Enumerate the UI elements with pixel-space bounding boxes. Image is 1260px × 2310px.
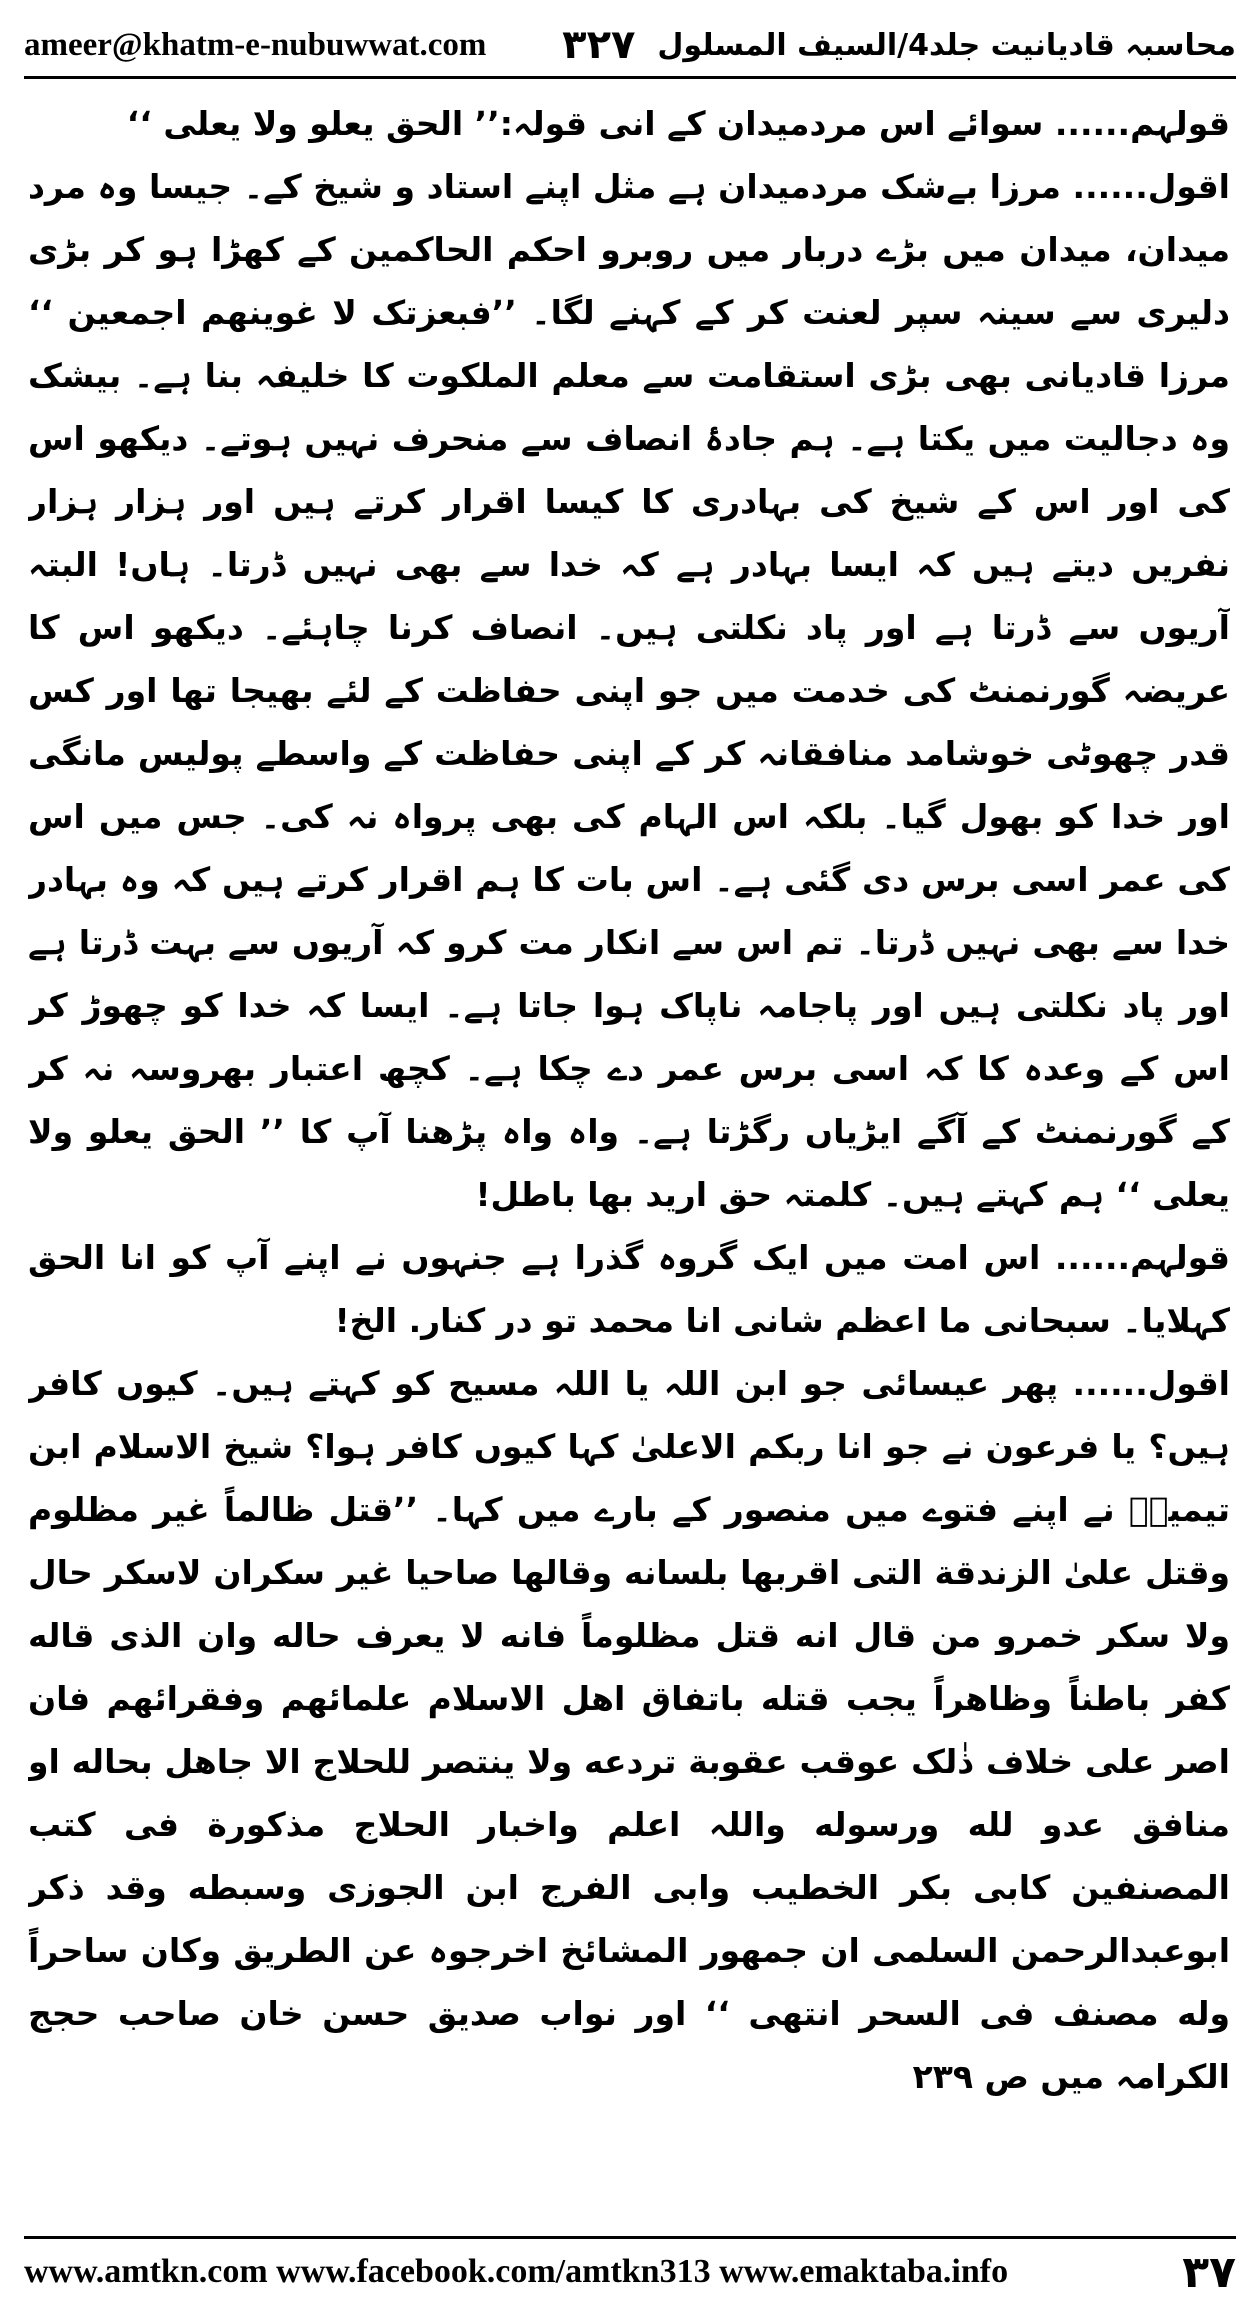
- header-email: ameer@khatm-e-nubuwwat.com: [24, 26, 487, 63]
- page-footer: [24, 2236, 1236, 2305]
- book-title: محاسبہ قادیانیت جلد4/السیف المسلول: [657, 27, 1236, 63]
- paragraph-4: اقول...... پھر عیسائی جو ابن اللہ یا اللہ مسیح کو کہتے ہیں۔ کیوں کافر ہیں؟ یا فرعون نے جو انا ربکم الاعلیٰ کہا کیوں کافر ہوا؟ شیخ الاسلام ابن تیمیہؒ نے اپنے فتوے میں منصور کے بارے میں کہا۔ ’’قتل ظالماً غیر مظلوم وقتل علیٰ الزندقة التی اقربھا بلسانه وقالھا صاحیا غیر سکران لاسکر حال ولا سکر خمرو من قال انه قتل مظلوماً فانه لا یعرف حاله وان الذی قاله کفر باطناً وظاھراً یجب قتله باتفاق اھل الاسلام علمائھم وفقرائھم فان اصر علی خلاف ذٰلک عوقب عقوبة تردعه ولا ینتصر للحلاج الا جاھل بحاله او منافق عدو لله ورسوله واللہ اعلم واخبار الحلاج مذکورة فی کتب المصنفین کابی بکر الخطیب وابی الفرج ابن الجوزی وسبطه وقد ذکر ابوعبدالرحمن السلمی ان جمھور المشائخ اخرجوہ عن الطریق وکان ساحراً وله مصنف فی السحر انتھی ‘‘ اور نواب صدیق حسن خان صاحب حجج الکرامہ میں ص ۲۳۹: [28, 1364, 1230, 2096]
- page-body: [28, 92, 1230, 2152]
- footer-links: www.amtkn.com www.facebook.com/amtkn313 www.emaktaba.info: [24, 2253, 1009, 2290]
- footer-page-number: ۳۷: [1182, 2246, 1236, 2298]
- paragraph-3: قولہم...... اس امت میں ایک گروہ گذرا ہے جنہوں نے اپنے آپ کو انا الحق کہلایا۔ سبحانی ما اعظم شانی انا محمد تو در کنار. الخ!: [28, 1238, 1230, 1340]
- paragraph-2: اقول...... مرزا بےشک مردمیدان ہے مثل اپنے استاد و شیخ کے۔ جیسا وہ مرد میدان، میدان میں بڑے دربار میں روبرو احکم الحاکمین کے کھڑا ہو کر بڑی دلیری سے سینہ سپر لعنت کر کے کہنے لگا۔ ’’فبعزتک لا غوینھم اجمعین ‘‘ مرزا قادیانی بھی بڑی استقامت سے معلم الملکوت کا خلیفہ بنا ہے۔ بیشک وہ دجالیت میں یکتا ہے۔ ہم جادۂ انصاف سے منحرف نہیں ہوتے۔ دیکھو اس کی اور اس کے شیخ کی بہادری کا کیسا اقرار کرتے ہیں اور ہزار ہزار نفریں دیتے ہیں کہ ایسا بہادر ہے کہ خدا سے بھی نہیں ڈرتا۔ ہاں! البتہ آریوں سے ڈرتا ہے اور پاد نکلتی ہیں۔ انصاف کرنا چاہئے۔ دیکھو اس کا عریضہ گورنمنٹ کی خدمت میں جو اپنی حفاظت کے لئے بھیجا تھا اور کس قدر چھوٹی خوشامد منافقانہ کر کے اپنی حفاظت کے واسطے پولیس مانگی اور خدا کو بھول گیا۔ بلکہ اس الہام کی بھی پرواہ نہ کی۔ جس میں اس کی عمر اسی برس دی گئی ہے۔ اس بات کا ہم اقرار کرتے ہیں کہ وہ بہادر خدا سے بھی نہیں ڈرتا۔ تم اس سے انکار مت کرو کہ آریوں سے بہت ڈرتا ہے اور پاد نکلتی ہیں اور پاجامہ ناپاک ہوا جاتا ہے۔ ایسا کہ خدا کو چھوڑ کر اس کے وعدہ کا کہ اسی برس عمر دے چکا ہے۔ کچھ اعتبار بھروسہ نہ کر کے گورنمنٹ کے آگے ایڑیاں رگڑتا ہے۔ واہ واہ پڑھنا آپ کا ’’ الحق یعلو ولا یعلی ‘‘ ہم کہتے ہیں۔ کلمتہ حق ارید بھا باطل!: [28, 167, 1230, 1214]
- book-page-number: ۳۲۷: [562, 22, 636, 68]
- page-header: [24, 14, 1236, 79]
- header-title-group: [562, 22, 1236, 68]
- paragraph-1: قولہم...... سوائے اس مردمیدان کے انی قولہ:’’ الحق یعلو ولا یعلی ‘‘: [126, 104, 1230, 143]
